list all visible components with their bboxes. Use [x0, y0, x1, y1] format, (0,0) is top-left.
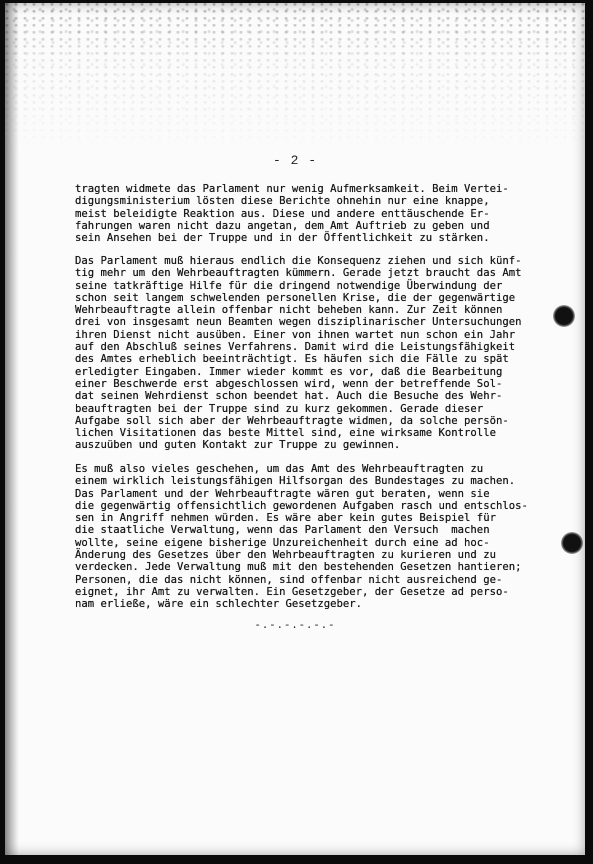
text-line: Personen, die das nicht können, sind offenbar nicht ausreichend ge- [75, 573, 503, 586]
text-line: wollte, seine eigene bisherige Unzureichenheit durch eine ad hoc- [75, 536, 490, 549]
text-line: dat seinen Wehrdienst schon beendet hat. Auch die Besuche des Wehr- [75, 390, 503, 403]
text-line: sein Ansehen bei der Truppe und in der Öffentlichkeit zu stärken. [75, 232, 490, 245]
scan-noise [5, 3, 585, 153]
text-line: sen in Angriff nehmen würden. Es wäre aber kein gutes Beispiel für [75, 512, 496, 525]
text-line: nam erließe, wäre ein schlechter Gesetzgeber. [75, 598, 363, 611]
text-line: die gegenwärtig offensichtlich gewordenen Aufgaben rasch und entschlos- [75, 499, 528, 512]
paragraph-2 [75, 255, 575, 452]
paragraph-1 [75, 183, 575, 244]
text-line: Das Parlament muß hieraus endlich die Konsequenz ziehen und sich künf- [75, 255, 522, 267]
text-line: lichen Visitationen das beste Mittel sind, eine wirksame Kontrolle [75, 427, 496, 440]
paragraph-3 [75, 463, 575, 611]
text-line: erledigter Eingaben. Immer wieder kommt es vor, daß die Bearbeitung [75, 365, 503, 378]
text-line: drei von insgesamt neun Beamten wegen disziplinarischer Untersuchungen [75, 316, 522, 329]
text-line: schon seit langem schwelenden personellen Krise, die der gegenwärtige [75, 291, 516, 304]
text-line: auf den Abschluß seines Verfahrens. Damit wird die Leistungsfähigkeit [75, 341, 516, 354]
text-line: beauftragten bei der Truppe sind zu kurz gekommen. Gerade dieser [75, 402, 484, 415]
text-line: seine tatkräftige Hilfe für die dringend notwendige Überwindung der [75, 279, 503, 292]
text-line: einer Beschwerde erst abgeschlossen wird, wenn der betreffende Sol- [75, 377, 503, 390]
text-line: einem wirklich leistungsfähigen Hilfsorgan des Bundestages zu machen. [75, 475, 516, 488]
text-line: digungsministerium lösten diese Berichte ohnehin nur eine knappe, [75, 195, 490, 208]
text-line: Aufgabe soll sich aber der Wehrbeauftragte widmen, da solche persön- [75, 414, 509, 427]
text-line: Es muß also vieles geschehen, um das Amt des Wehrbeauftragten zu [75, 463, 484, 475]
scan-edge-shadow [5, 3, 19, 855]
page-number: - 2 - [272, 153, 317, 168]
text-line: tragten widmete das Parlament nur wenig Aufmerksamkeit. Beim Vertei- [75, 183, 509, 195]
text-line: auszuüben und guten Kontakt zur Truppe zu gewinnen. [75, 439, 401, 452]
text-line: verdecken. Jede Verwaltung muß mit den bestehenden Gesetzen hantieren; [75, 561, 522, 574]
text-line: Änderung des Gesetzes über den Wehrbeauftragten zu kurieren und zu [75, 549, 496, 562]
text-line: Das Parlament und der Wehrbeauftragte wären gut beraten, wenn sie [75, 487, 490, 500]
text-line: eignet, ihr Amt zu verwalten. Ein Gesetzgeber, der Gesetze ad perso- [75, 585, 509, 598]
text-line: tig mehr um den Wehrbeauftragten kümmern. Gerade jetzt braucht das Amt [75, 267, 522, 280]
document-page [5, 3, 585, 855]
text-line: die staatliche Verwaltung, wenn das Parlament den Versuch machen [75, 524, 490, 537]
text-line: des Amtes erheblich beeinträchtigt. Es häufen sich die Fälle zu spät [75, 353, 509, 366]
text-line: meist beleidigte Reaktion aus. Diese und andere enttäuschende Er- [75, 207, 490, 220]
text-line: fahrungen waren nicht dazu angetan, dem Amt Auftrieb zu geben und [75, 219, 490, 232]
text-line: Wehrbeauftragte allein offenbar nicht beheben kann. Zur Zeit können [75, 304, 503, 317]
end-mark: -.-.-.-.-.- [254, 620, 336, 632]
text-line: ihren Dienst nicht ausüben. Einer von ihnen wartet nun schon ein Jahr [75, 328, 516, 341]
